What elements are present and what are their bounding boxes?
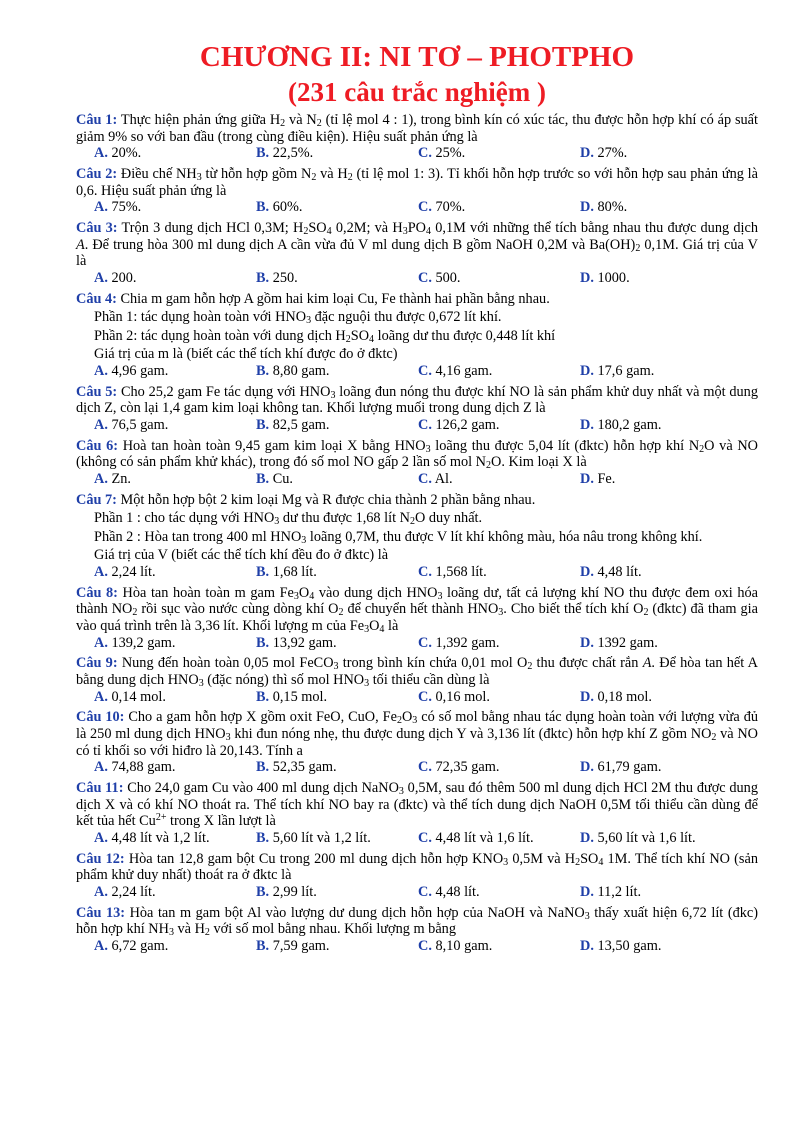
option-b (256, 759, 418, 776)
option-text: 4,48 lít. (431, 883, 480, 900)
option-a (94, 270, 256, 287)
question-1-options (76, 145, 758, 162)
option-letter: B. (256, 937, 270, 954)
option-text: 13,50 gam. (593, 937, 662, 954)
question-9-options (76, 689, 758, 706)
option-c (418, 270, 580, 287)
option-text: 72,35 gam. (431, 759, 500, 776)
question-label: Câu 9: (76, 655, 118, 672)
question-12-options (76, 884, 758, 901)
option-letter: D. (580, 416, 594, 433)
option-text: 5,60 lít và 1,6 lít. (593, 829, 696, 846)
option-b (256, 471, 418, 488)
question-3-options (76, 270, 758, 287)
question-label: Câu 1: (76, 112, 118, 128)
question-7-part-3: Giá trị của V (biết các thể tích khí đều đo ở đktc) là (94, 547, 389, 564)
option-letter: C. (418, 634, 432, 651)
option-a (94, 417, 256, 434)
option-text: 8,10 gam. (431, 937, 493, 954)
question-7-part-2: Phần 2 : Hòa tan trong 400 ml $HNO_3$ loãng 0,7M, thu được V lít khí không màu, hóa nâu trong không khí. (94, 528, 703, 546)
option-letter: B. (256, 145, 270, 162)
option-d (580, 938, 742, 955)
option-text: 1392 gam. (593, 634, 658, 651)
option-b (256, 564, 418, 581)
option-a (94, 884, 256, 901)
option-d (580, 884, 742, 901)
question-text: Trộn 3 dung dịch HCl 0,3M; $H_2SO_4$ 0,2M; và $H_3PO_4$ 0,1M với những thể tích bằng nhau thu được dung dịch A. Để trung hòa 300 ml dung dịch A cần vừa đủ V ml dung dịch B gồm NaOH 0,2M và $Ba(OH)_2$ 0,1M. Giá trị của V là (76, 219, 758, 270)
option-text: 1,568 lít. (431, 564, 487, 581)
question-5-options (76, 417, 758, 434)
option-d (580, 363, 742, 380)
option-text: 1000. (593, 269, 630, 286)
option-text: Fe. (593, 470, 616, 487)
question-9 (76, 655, 758, 688)
option-c (418, 884, 580, 901)
option-text: 0,18 mol. (593, 688, 652, 705)
option-text: 0,16 mol. (431, 688, 490, 705)
option-text: 4,48 lít. (593, 564, 642, 581)
question-4-part-2: Phần 2: tác dụng hoàn toàn với dung dịch $H_2SO_4$ loãng dư thu được 0,448 lít khí (94, 327, 556, 345)
option-letter: A. (94, 416, 108, 433)
question-2 (76, 166, 758, 199)
option-letter: C. (418, 937, 432, 954)
question-8 (76, 585, 758, 635)
question-text: Cho 24,0 gam Cu vào 400 ml dung dịch NaNO$_3$ 0,5M, sau đó thêm 500 ml dung dịch HCl 2M thu được dung dịch X và có khí NO thoát ra. Thể tích khí NO bay ra (đktc) và thể tích dung dịch NaOH 0,5M tối thiểu cần dùng để kết tủa hết $Cu^{2+}$ trong X lần lượt là (76, 780, 758, 830)
option-letter: B. (256, 634, 270, 651)
option-letter: A. (94, 145, 108, 162)
question-11 (76, 780, 758, 830)
question-5 (76, 384, 758, 417)
option-c (418, 759, 580, 776)
question-6 (76, 438, 758, 471)
option-letter: B. (256, 829, 270, 846)
question-text: Hoà tan hoàn toàn 9,45 gam kim loại X bằng $HNO_3$ loãng thu được 5,04 lít (đktc) hỗn hợp khí $N_2O$ và NO (không có sản phẩm khử khác), trong đó số mol NO gấp 2 lần số mol $N_2O$. Kim loại X là (76, 437, 758, 472)
option-b (256, 145, 418, 162)
question-7-options (76, 564, 758, 581)
option-text: 0,15 mol. (269, 688, 328, 705)
question-text: Cho a gam hỗn hợp X gồm oxit FeO, CuO, $Fe_2O_3$ có số mol bằng nhau tác dụng hoàn toàn với lượng vừa đủ là 250 ml dung dịch $HNO_3$ khi đun nóng nhẹ, thu được dung dịch Y và 3,136 lít (đktc) hỗn hợp khí Z gồm $NO_2$ và NO có tỉ khối so với hiđro là 20,143. Tính a (76, 709, 758, 759)
option-text: 500. (431, 269, 461, 286)
option-letter: B. (256, 269, 270, 286)
option-text: 75%. (107, 199, 142, 216)
option-text: 2,99 lít. (269, 883, 317, 900)
question-11-options (76, 830, 758, 847)
question-label: Câu 13: (76, 904, 126, 921)
option-letter: D. (580, 470, 594, 487)
option-text: 17,6 gam. (593, 362, 655, 379)
chapter-title: CHƯƠNG II: NI TƠ – PHOTPHO (199, 41, 635, 73)
option-a (94, 830, 256, 847)
option-a (94, 199, 256, 216)
option-letter: D. (580, 269, 594, 286)
option-text: 139,2 gam. (107, 634, 176, 651)
question-12 (76, 851, 758, 884)
question-text: Hòa tan hoàn toàn m gam $Fe_3O_4$ vào dung dịch $HNO_3$ loãng dư, tất cả lượng khí NO thu được đem oxi hóa thành $NO_2$ rồi sục vào nước cùng dòng khí $O_2$ để chuyển hết thành $HNO_3$. Cho biết thể tích khí $O_2$ (đktc) đã tham gia vào quá trình trên là 3,36 lít. Khối lượng m của $Fe_3O_4$ là (76, 584, 758, 636)
option-text: 70%. (431, 199, 466, 216)
option-text: 0,14 mol. (107, 688, 166, 705)
question-1 (76, 112, 758, 145)
question-text: Cho 25,2 gam Fe tác dụng với $HNO_3$ loãng đun nóng thu được khí NO là sản phẩm khử duy nhất và một dung dịch Z, còn lại 1,4 gam kim loại không tan. Khối lượng muối trong dung dịch Z là (76, 383, 758, 417)
question-text: Hòa tan 12,8 gam bột Cu trong 200 ml dung dịch hỗn hợp $KNO_3$ 0,5M và $H_2SO_4$ 1M. Thể tích khí NO (sản phẩm khử duy nhất) thoát ra ở đktc là (76, 850, 758, 884)
option-text: Al. (431, 470, 453, 487)
option-a (94, 363, 256, 380)
option-letter: D. (580, 634, 594, 651)
option-c (418, 471, 580, 488)
option-d (580, 270, 742, 287)
option-text: 180,2 gam. (593, 416, 662, 433)
option-b (256, 363, 418, 380)
option-d (580, 635, 742, 652)
question-3 (76, 220, 758, 270)
option-letter: B. (256, 199, 270, 216)
option-text: 4,48 lít và 1,6 lít. (431, 829, 534, 846)
option-letter: C. (418, 145, 432, 162)
option-b (256, 199, 418, 216)
option-letter: D. (580, 145, 594, 162)
option-d (580, 759, 742, 776)
question-8-options (76, 635, 758, 652)
option-letter: D. (580, 688, 594, 705)
option-c (418, 830, 580, 847)
option-text: 13,92 gam. (269, 634, 337, 651)
option-letter: C. (418, 759, 432, 776)
option-text: 2,24 lít. (107, 564, 156, 581)
option-d (580, 417, 742, 434)
question-4-options (76, 363, 758, 380)
option-text: 4,48 lít và 1,2 lít. (107, 829, 210, 846)
question-label: Câu 10: (76, 709, 125, 726)
option-letter: C. (418, 470, 432, 487)
option-text: 82,5 gam. (269, 416, 330, 433)
option-text: 20%. (107, 145, 142, 162)
option-text: Cu. (269, 470, 293, 487)
option-letter: A. (94, 199, 108, 216)
question-2-options (76, 199, 758, 216)
option-letter: A. (94, 470, 108, 487)
option-b (256, 635, 418, 652)
question-label: Câu 12: (76, 850, 125, 867)
option-letter: D. (580, 199, 594, 216)
option-a (94, 938, 256, 955)
option-letter: A. (94, 759, 108, 776)
option-c (418, 417, 580, 434)
question-label: Câu 5: (76, 383, 118, 400)
option-letter: A. (94, 269, 108, 286)
question-label: Câu 6: (76, 437, 119, 454)
option-c (418, 363, 580, 380)
option-text: 8,80 gam. (269, 362, 330, 379)
option-letter: C. (418, 883, 432, 900)
option-letter: C. (418, 269, 432, 286)
question-text: Hòa tan m gam bột Al vào lượng dư dung dịch hỗn hợp của NaOH và NaNO$_3$ thấy xuất hiện 6,72 lít (đkc) hỗn hợp khí $NH_3$ và $H_2$ với số mol bằng nhau. Khối lượng m bằng (76, 904, 758, 939)
question-10-options (76, 759, 758, 776)
option-text: 5,60 lít và 1,2 lít. (269, 829, 371, 846)
option-letter: A. (94, 564, 108, 581)
question-4-part-1: Phần 1: tác dụng hoàn toàn với $HNO_3$ đặc nguội thu được 0,672 lít khí. (94, 309, 502, 327)
option-d (580, 564, 742, 581)
option-d (580, 830, 742, 847)
option-text: 126,2 gam. (431, 416, 500, 433)
question-label: Câu 4: (76, 290, 117, 307)
question-13 (76, 905, 758, 938)
question-text: Nung đến hoàn toàn 0,05 mol FeCO$_3$ trong bình kín chứa 0,01 mol $O_2$ thu được chất rắn A. Để hòa tan hết A bằng dung dịch $HNO_3$ (đặc nóng) thì số mol $HNO_3$ tối thiểu cần dùng là (76, 655, 759, 690)
question-label: Câu 11: (76, 780, 124, 796)
option-b (256, 689, 418, 706)
question-4 (76, 291, 758, 308)
option-letter: D. (580, 883, 594, 900)
question-text: Chia m gam hỗn hợp A gồm hai kim loại Cu, Fe thành hai phần bằng nhau. (116, 290, 550, 307)
option-letter: A. (94, 937, 108, 954)
option-text: 4,16 gam. (431, 362, 493, 379)
option-b (256, 270, 418, 287)
option-letter: D. (580, 937, 594, 954)
option-letter: B. (256, 688, 270, 705)
option-letter: B. (256, 759, 270, 776)
option-b (256, 938, 418, 955)
option-a (94, 689, 256, 706)
option-c (418, 938, 580, 955)
question-list (76, 112, 758, 955)
question-7-part-1: Phần 1 : cho tác dụng với $HNO_3$ dư thu được 1,68 lít $N_2O$ duy nhất. (94, 510, 483, 528)
option-letter: B. (256, 883, 270, 900)
question-label: Câu 8: (76, 584, 118, 601)
option-a (94, 471, 256, 488)
option-letter: B. (256, 362, 270, 379)
option-text: 1,68 lít. (269, 564, 317, 581)
question-label: Câu 7: (76, 491, 117, 508)
option-letter: C. (418, 199, 432, 216)
option-letter: C. (418, 688, 432, 705)
option-c (418, 689, 580, 706)
option-text: 27%. (593, 145, 628, 162)
option-letter: B. (256, 416, 270, 433)
option-b (256, 830, 418, 847)
question-4-part-3: Giá trị của m là (biết các thể tích khí được đo ở đktc) (94, 346, 398, 363)
option-letter: A. (94, 688, 108, 705)
question-label: Câu 2: (76, 165, 118, 182)
option-text: 22,5%. (269, 145, 314, 162)
option-text: 4,96 gam. (107, 362, 169, 379)
option-letter: D. (580, 564, 594, 581)
option-text: 7,59 gam. (269, 937, 330, 954)
question-10 (76, 709, 758, 759)
option-d (580, 689, 742, 706)
option-d (580, 471, 742, 488)
question-13-options (76, 938, 758, 955)
option-text: 25%. (431, 145, 466, 162)
option-b (256, 417, 418, 434)
option-text: 11,2 lít. (593, 883, 642, 900)
option-a (94, 635, 256, 652)
option-letter: D. (580, 362, 594, 379)
option-text: 2,24 lít. (107, 883, 156, 900)
question-7 (76, 492, 758, 509)
option-text: Zn. (107, 470, 131, 487)
option-letter: C. (418, 362, 432, 379)
option-text: 250. (269, 269, 298, 286)
option-text: 76,5 gam. (107, 416, 169, 433)
option-d (580, 145, 742, 162)
option-letter: A. (94, 829, 108, 846)
question-text: Thực hiện phản ứng giữa $H_2$ và $N_2$ (tỉ lệ mol 4 : 1), trong bình kín có xúc tác, thu được hỗn hợp khí có áp suất giảm 9% so với ban đầu (trong cùng điều kiện). Hiệu suất phản ứng là (76, 112, 758, 145)
option-letter: B. (256, 564, 270, 581)
option-c (418, 199, 580, 216)
option-text: 61,79 gam. (593, 759, 662, 776)
option-letter: A. (94, 883, 108, 900)
option-text: 60%. (269, 199, 303, 216)
option-letter: B. (256, 470, 270, 487)
question-text: Điều chế $NH_3$ từ hỗn hợp gồm $N_2$ và $H_2$ (tỉ lệ mol 1: 3). Tỉ khối hỗn hợp trước so với hỗn hợp sau phản ứng là 0,6. Hiệu suất phản ứng là (76, 165, 758, 199)
option-text: 80%. (593, 199, 628, 216)
chapter-subtitle: (231 câu trắc nghiệm ) (288, 77, 546, 107)
option-text: 52,35 gam. (269, 759, 337, 776)
document-page (76, 40, 758, 955)
option-letter: C. (418, 564, 432, 581)
option-d (580, 199, 742, 216)
option-letter: C. (418, 829, 432, 846)
option-a (94, 759, 256, 776)
option-letter: D. (580, 829, 594, 846)
question-text: Một hỗn hợp bột 2 kim loại Mg và R được chia thành 2 phần bằng nhau. (116, 491, 536, 508)
option-text: 1,392 gam. (431, 634, 500, 651)
question-6-options (76, 471, 758, 488)
option-c (418, 635, 580, 652)
option-letter: C. (418, 416, 432, 433)
option-letter: A. (94, 634, 108, 651)
option-a (94, 145, 256, 162)
option-text: 74,88 gam. (107, 759, 176, 776)
option-c (418, 145, 580, 162)
option-text: 6,72 gam. (107, 937, 169, 954)
option-letter: A. (94, 362, 108, 379)
option-b (256, 884, 418, 901)
question-label: Câu 3: (76, 219, 118, 236)
option-text: 200. (107, 269, 137, 286)
option-c (418, 564, 580, 581)
option-letter: D. (580, 759, 594, 776)
option-a (94, 564, 256, 581)
